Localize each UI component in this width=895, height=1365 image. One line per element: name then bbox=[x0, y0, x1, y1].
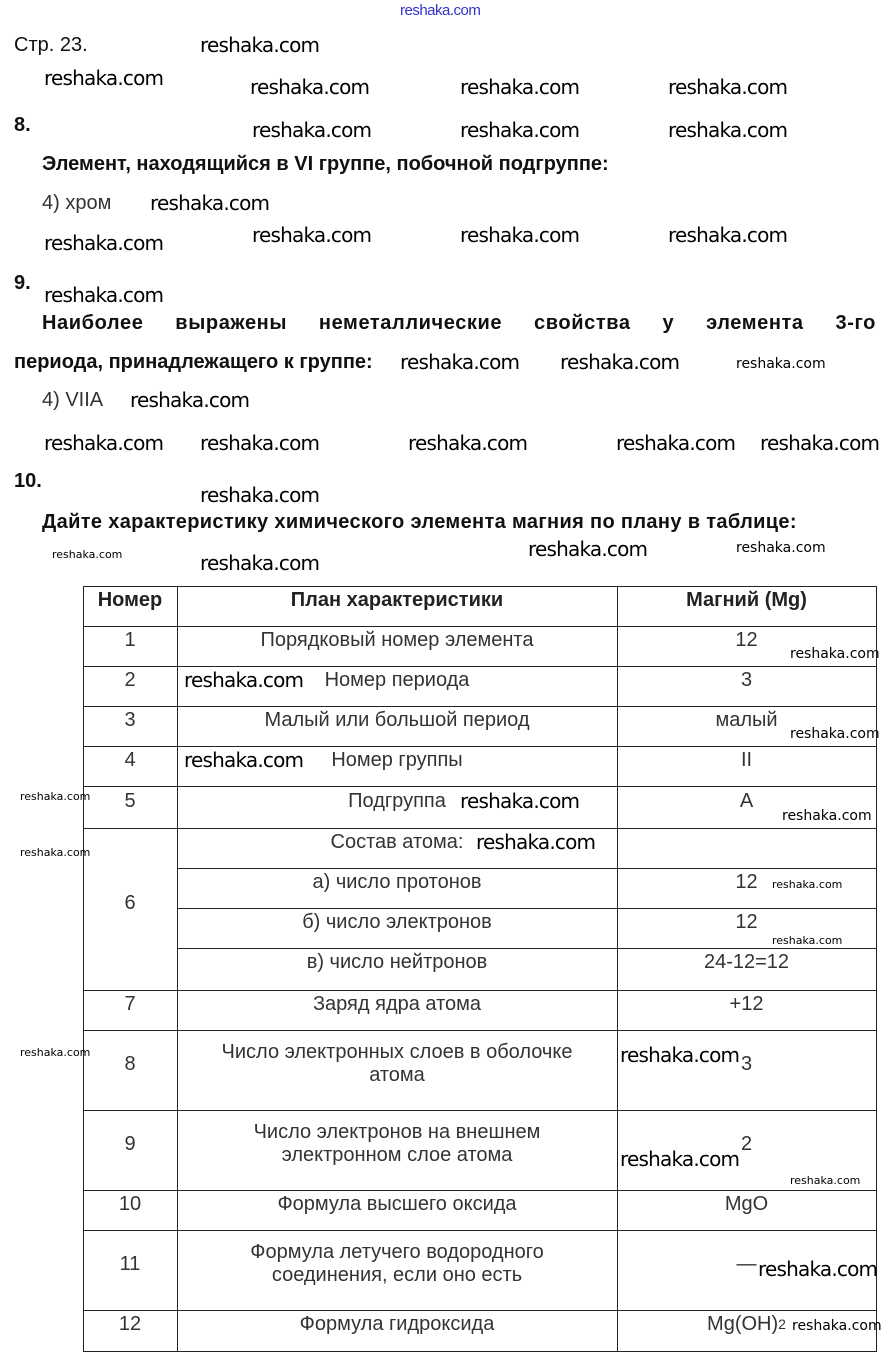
watermark: reshaka.com bbox=[668, 223, 788, 247]
value-subscript: 2 bbox=[778, 1316, 786, 1332]
watermark: reshaka.com bbox=[460, 789, 580, 813]
task-8-answer: 4) хром bbox=[42, 192, 112, 214]
watermark: reshaka.com bbox=[792, 1318, 882, 1334]
value-text: А bbox=[739, 789, 754, 812]
header-magnesium: Магний (Mg) bbox=[686, 588, 807, 611]
watermark: reshaka.com bbox=[200, 551, 320, 575]
row-plan: Формула гидроксида bbox=[299, 1313, 495, 1335]
watermark: reshaka.com bbox=[200, 431, 320, 455]
watermark: reshaka.com bbox=[150, 191, 270, 215]
value-text: 3 bbox=[740, 1052, 753, 1075]
watermark: reshaka.com bbox=[790, 646, 880, 662]
row-number: 3 bbox=[124, 708, 136, 731]
watermark: reshaka.com bbox=[736, 540, 826, 556]
row-number: 8 bbox=[124, 1052, 136, 1075]
row-number: 7 bbox=[124, 992, 136, 1015]
watermark: reshaka.com bbox=[668, 75, 788, 99]
row-value bbox=[617, 1184, 876, 1224]
watermark: reshaka.com bbox=[782, 808, 872, 824]
value-text: малый bbox=[715, 708, 778, 731]
row-plan: Состав атома: bbox=[330, 830, 464, 853]
watermark: reshaka.com bbox=[460, 118, 580, 142]
row-number: 9 bbox=[124, 1132, 136, 1155]
value-text: Mg(OH) bbox=[707, 1313, 779, 1335]
row-number: 10 bbox=[118, 1192, 142, 1215]
subrow-value: 12 bbox=[735, 910, 758, 933]
watermark: reshaka.com bbox=[560, 350, 680, 374]
subrow-value: 12 bbox=[735, 870, 758, 893]
watermark: reshaka.com bbox=[200, 33, 320, 57]
row-plan: Число электронных слоев в оболочке атома bbox=[221, 1041, 573, 1086]
row-value bbox=[617, 984, 876, 1024]
subrow-plan: б) число электронов bbox=[302, 910, 492, 933]
subrow-plan: в) число нейтронов bbox=[306, 950, 488, 973]
value-text: 12 bbox=[735, 628, 758, 651]
row-plan: Порядковый номер элемента bbox=[260, 628, 534, 651]
watermark: reshaka.com bbox=[460, 75, 580, 99]
page-label: Стр. 23. bbox=[14, 34, 88, 56]
watermark: reshaka.com bbox=[44, 66, 164, 90]
row-plan: Номер периода bbox=[324, 668, 470, 691]
site-watermark-top: reshaka.com bbox=[400, 2, 481, 19]
watermark: reshaka.com bbox=[252, 118, 372, 142]
watermark: reshaka.com bbox=[44, 431, 164, 455]
watermark: reshaka.com bbox=[20, 1046, 91, 1059]
watermark: reshaka.com bbox=[52, 548, 123, 561]
watermark: reshaka.com bbox=[400, 350, 520, 374]
row-value bbox=[617, 660, 876, 700]
row-plan: Заряд ядра атома bbox=[312, 992, 482, 1015]
row-number: 11 bbox=[119, 1252, 141, 1275]
subrow-plan: а) число протонов bbox=[312, 870, 482, 893]
row-value bbox=[617, 740, 876, 780]
row-plan: Формула летучего водородного соединения, если оно есть bbox=[250, 1241, 544, 1286]
watermark: reshaka.com bbox=[620, 1043, 740, 1067]
row-plan: Число электронов на внешнем электронном слое атома bbox=[253, 1121, 541, 1166]
header-number: Номер bbox=[97, 588, 163, 611]
watermark: reshaka.com bbox=[758, 1257, 878, 1281]
watermark: reshaka.com bbox=[620, 1147, 740, 1171]
watermark: reshaka.com bbox=[616, 431, 736, 455]
watermark: reshaka.com bbox=[20, 846, 91, 859]
watermark: reshaka.com bbox=[408, 431, 528, 455]
watermark: reshaka.com bbox=[130, 388, 250, 412]
watermark: reshaka.com bbox=[736, 356, 826, 372]
row-number: 12 bbox=[118, 1313, 142, 1335]
task-9-question-line2: периода, принадлежащего к группе: bbox=[14, 351, 373, 373]
watermark: reshaka.com bbox=[20, 790, 91, 803]
task-10-question: Дайте характеристику химического элемента магния по плану в таблице: bbox=[42, 511, 797, 533]
watermark: reshaka.com bbox=[528, 537, 648, 561]
task-10-number: 10. bbox=[14, 470, 42, 492]
row-number: 6 bbox=[124, 891, 136, 914]
watermark: reshaka.com bbox=[252, 223, 372, 247]
subrow-value: 24-12=12 bbox=[703, 950, 790, 973]
watermark: reshaka.com bbox=[668, 118, 788, 142]
watermark: reshaka.com bbox=[184, 748, 304, 772]
value-text: MgO bbox=[724, 1192, 769, 1215]
value-text: +12 bbox=[729, 992, 764, 1015]
watermark: reshaka.com bbox=[44, 283, 164, 307]
value-text: 3 bbox=[740, 668, 753, 691]
task-9-question-line1: Наиболее выражены неметаллические свойства у элемента 3-го bbox=[42, 312, 876, 334]
watermark: reshaka.com bbox=[772, 934, 843, 947]
watermark: reshaka.com bbox=[44, 231, 164, 255]
row-plan: Подгруппа bbox=[348, 789, 446, 812]
watermark: reshaka.com bbox=[790, 1174, 861, 1187]
task-9-number: 9. bbox=[14, 272, 31, 294]
value-text: — bbox=[736, 1252, 757, 1275]
row-value bbox=[617, 1104, 876, 1184]
row-number: 5 bbox=[124, 789, 136, 812]
watermark: reshaka.com bbox=[460, 223, 580, 247]
watermark: reshaka.com bbox=[772, 878, 843, 891]
watermark: reshaka.com bbox=[200, 483, 320, 507]
row-plan: Номер группы bbox=[331, 748, 463, 771]
value-text: II bbox=[740, 748, 753, 771]
watermark: reshaka.com bbox=[184, 668, 304, 692]
row-number: 1 bbox=[124, 628, 136, 651]
task-8-number: 8. bbox=[14, 114, 31, 136]
watermark: reshaka.com bbox=[790, 726, 880, 742]
row-number: 4 bbox=[124, 748, 136, 771]
task-8-question: Элемент, находящийся в VI группе, побочной подгруппе: bbox=[42, 153, 609, 175]
header-plan: План характеристики bbox=[290, 588, 504, 611]
task-9-answer: 4) VIIA bbox=[42, 389, 104, 411]
row-plan: Формула высшего оксида bbox=[277, 1192, 517, 1215]
watermark: reshaka.com bbox=[760, 431, 880, 455]
value-text: 2 bbox=[740, 1132, 753, 1155]
row-plan: Малый или большой период bbox=[264, 708, 530, 731]
watermark: reshaka.com bbox=[476, 830, 596, 854]
row-number: 2 bbox=[124, 668, 136, 691]
watermark: reshaka.com bbox=[250, 75, 370, 99]
